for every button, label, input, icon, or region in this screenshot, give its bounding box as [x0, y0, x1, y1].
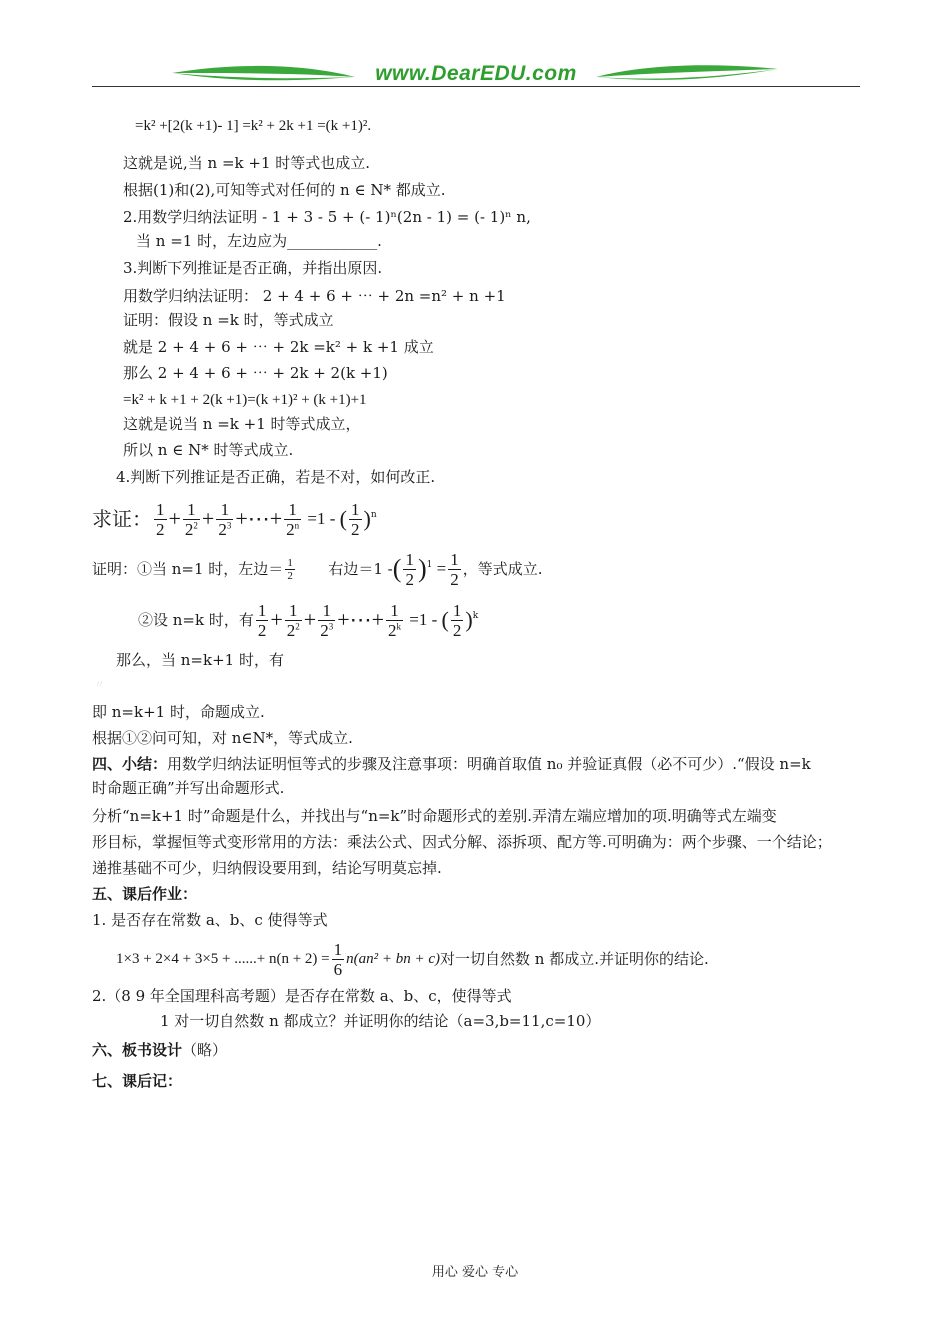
question-2-blank: 当 n =1 时，左边应为____________. — [136, 232, 382, 250]
after-title: 七、课后记： — [92, 1072, 183, 1090]
board-line — [92, 1040, 227, 1060]
homework-title: 五、课后作业： — [92, 885, 198, 903]
proof-step-1-end: ，等式成立. — [462, 560, 543, 578]
question-3-proof-5: 这就是说当 n =k +1 时等式成立， — [123, 415, 361, 433]
homework-q1-frac-num: 1 — [333, 939, 343, 959]
proof-step-1: 证明：①当 n=1 时，左边＝ $\frac{1}{2}$ 右边＝1 -( $\frac{1}{2}$ )$^1$ = $\frac{1}{2}$ ，等式成立. — [92, 549, 543, 589]
header-site-logo: www.DearEDU.com — [375, 62, 577, 85]
header-rule — [92, 86, 860, 87]
question-3-proof-4: =k² + k +1 + 2(k +1)=(k +1)² + (k +1)+1 — [123, 392, 367, 408]
summary-line-2: 时命题正确”并写出命题形式. — [92, 779, 285, 797]
homework-q1-frac-den: 6 — [333, 959, 343, 979]
proof-step-2-label: ②设 n=k 时，有 — [138, 611, 254, 629]
summary-text-1: 用数学归纳法证明恒等式的步骤及注意事项：明确首取值 n₀ 并验证真假（必不可少）.“假设 n=k — [167, 755, 811, 773]
summary-line-4: 形目标，掌握恒等式变形常用的方法：乘法公式、因式分解、添拆项、配方等.可明确为：两个步骤、一个结论； — [92, 833, 832, 851]
homework-q1-left: 1×3 + 2×4 + 3×5 + ......+ n(n + 2) = — [116, 951, 330, 967]
summary-line-3: 分析“n=k+1 时”命题是什么，并找出与“n=k”时命题形式的差别.弄清左端应增加的项.明确等式左端变 — [92, 807, 777, 825]
proof-conclusion-2: 根据①②问可知，对 n∈N*，等式成立. — [92, 729, 353, 747]
homework-q2: 2.（8 9 年全国理科高考题）是否存在常数 a、b、c，使得等式 — [92, 987, 512, 1005]
summary-line-5: 递推基础不可少，归纳假设要用到，结论写明莫忘掉. — [92, 859, 442, 877]
proof-conclusion-1: 即 n=k+1 时，命题成立. — [92, 703, 265, 721]
summary-line-1 — [92, 754, 811, 774]
faint-mark: 〃 — [94, 678, 105, 691]
proof-step-2: ②设 n=k 时，有 $\frac{1}{2}$ + $\frac{1}{2^2}$ + $\frac{1}{2^3}$ +⋯+ $\frac{1}{2^k}$ =1 - ( $\frac{1}{2}$ )$^k$ — [138, 600, 479, 640]
question-3-proof-6: 所以 n ∈ N* 时等式成立. — [123, 441, 294, 459]
question-3-statement: 用数学归纳法证明： 2 + 4 + 6 + ⋯ + 2n =n² + n +1 — [123, 287, 506, 305]
prove-statement: 求证： $\frac{1}{2}$ + $\frac{1}{2^2}$ + $\frac{1}{2^3}$ +⋯+ $\frac{1}{2^n}$ =1 - ( $\frac{1}{2}$ )$^n$ — [92, 499, 377, 539]
question-3-proof-2: 就是 2 + 4 + 6 + ⋯ + 2k =k² + k +1 成立 — [123, 338, 434, 356]
question-3-proof-1: 证明：假设 n =k 时，等式成立 — [123, 311, 334, 329]
page-footer: 用心 爱心 专心 — [431, 1265, 519, 1280]
proof-step-1-label: 证明：①当 n=1 时，左边＝ — [92, 560, 284, 578]
text-line-2: 这就是说,当 n =k +1 时等式也成立. — [123, 154, 371, 172]
proof-step-3: 那么，当 n=k+1 时，有 — [116, 651, 284, 669]
homework-q2-line: 1 对一切自然数 n 都成立？并证明你的结论（a=3,b=11,c=10） — [160, 1012, 601, 1030]
summary-title: 四、小结： — [92, 755, 168, 773]
question-3-proof-3: 那么 2 + 4 + 6 + ⋯ + 2k + 2(k +1) — [123, 364, 388, 382]
text-line-3: 根据(1)和(2),可知等式对任何的 n ∈ N* 都成立. — [123, 181, 446, 199]
homework-q1-tail: 对一切自然数 n 都成立.并证明你的结论. — [440, 950, 709, 968]
homework-q1-right: n(an² + bn + c) — [346, 951, 441, 967]
question-2-line: 2.用数学归纳法证明 - 1 + 3 - 5 + (- 1)ⁿ(2n - 1) = (- 1)ⁿ n, — [123, 208, 531, 226]
question-4-title: 4.判断下列推证是否正确，若是不对，如何改正. — [116, 468, 436, 486]
homework-q1-equation — [116, 936, 709, 980]
homework-q1: 1. 是否存在常数 a、b、c 使得等式 — [92, 911, 328, 929]
question-3-title: 3.判断下列推证是否正确，并指出原因. — [123, 259, 383, 277]
proof-step-1-right: 右边＝1 - — [328, 560, 393, 578]
equation-line-1: =k² +[2(k +1)- 1] =k² + 2k +1 =(k +1)². — [135, 118, 372, 134]
board-title: 六、板书设计 — [92, 1041, 183, 1059]
board-note: （略） — [182, 1041, 228, 1059]
prove-lead: 求证： — [92, 507, 152, 531]
